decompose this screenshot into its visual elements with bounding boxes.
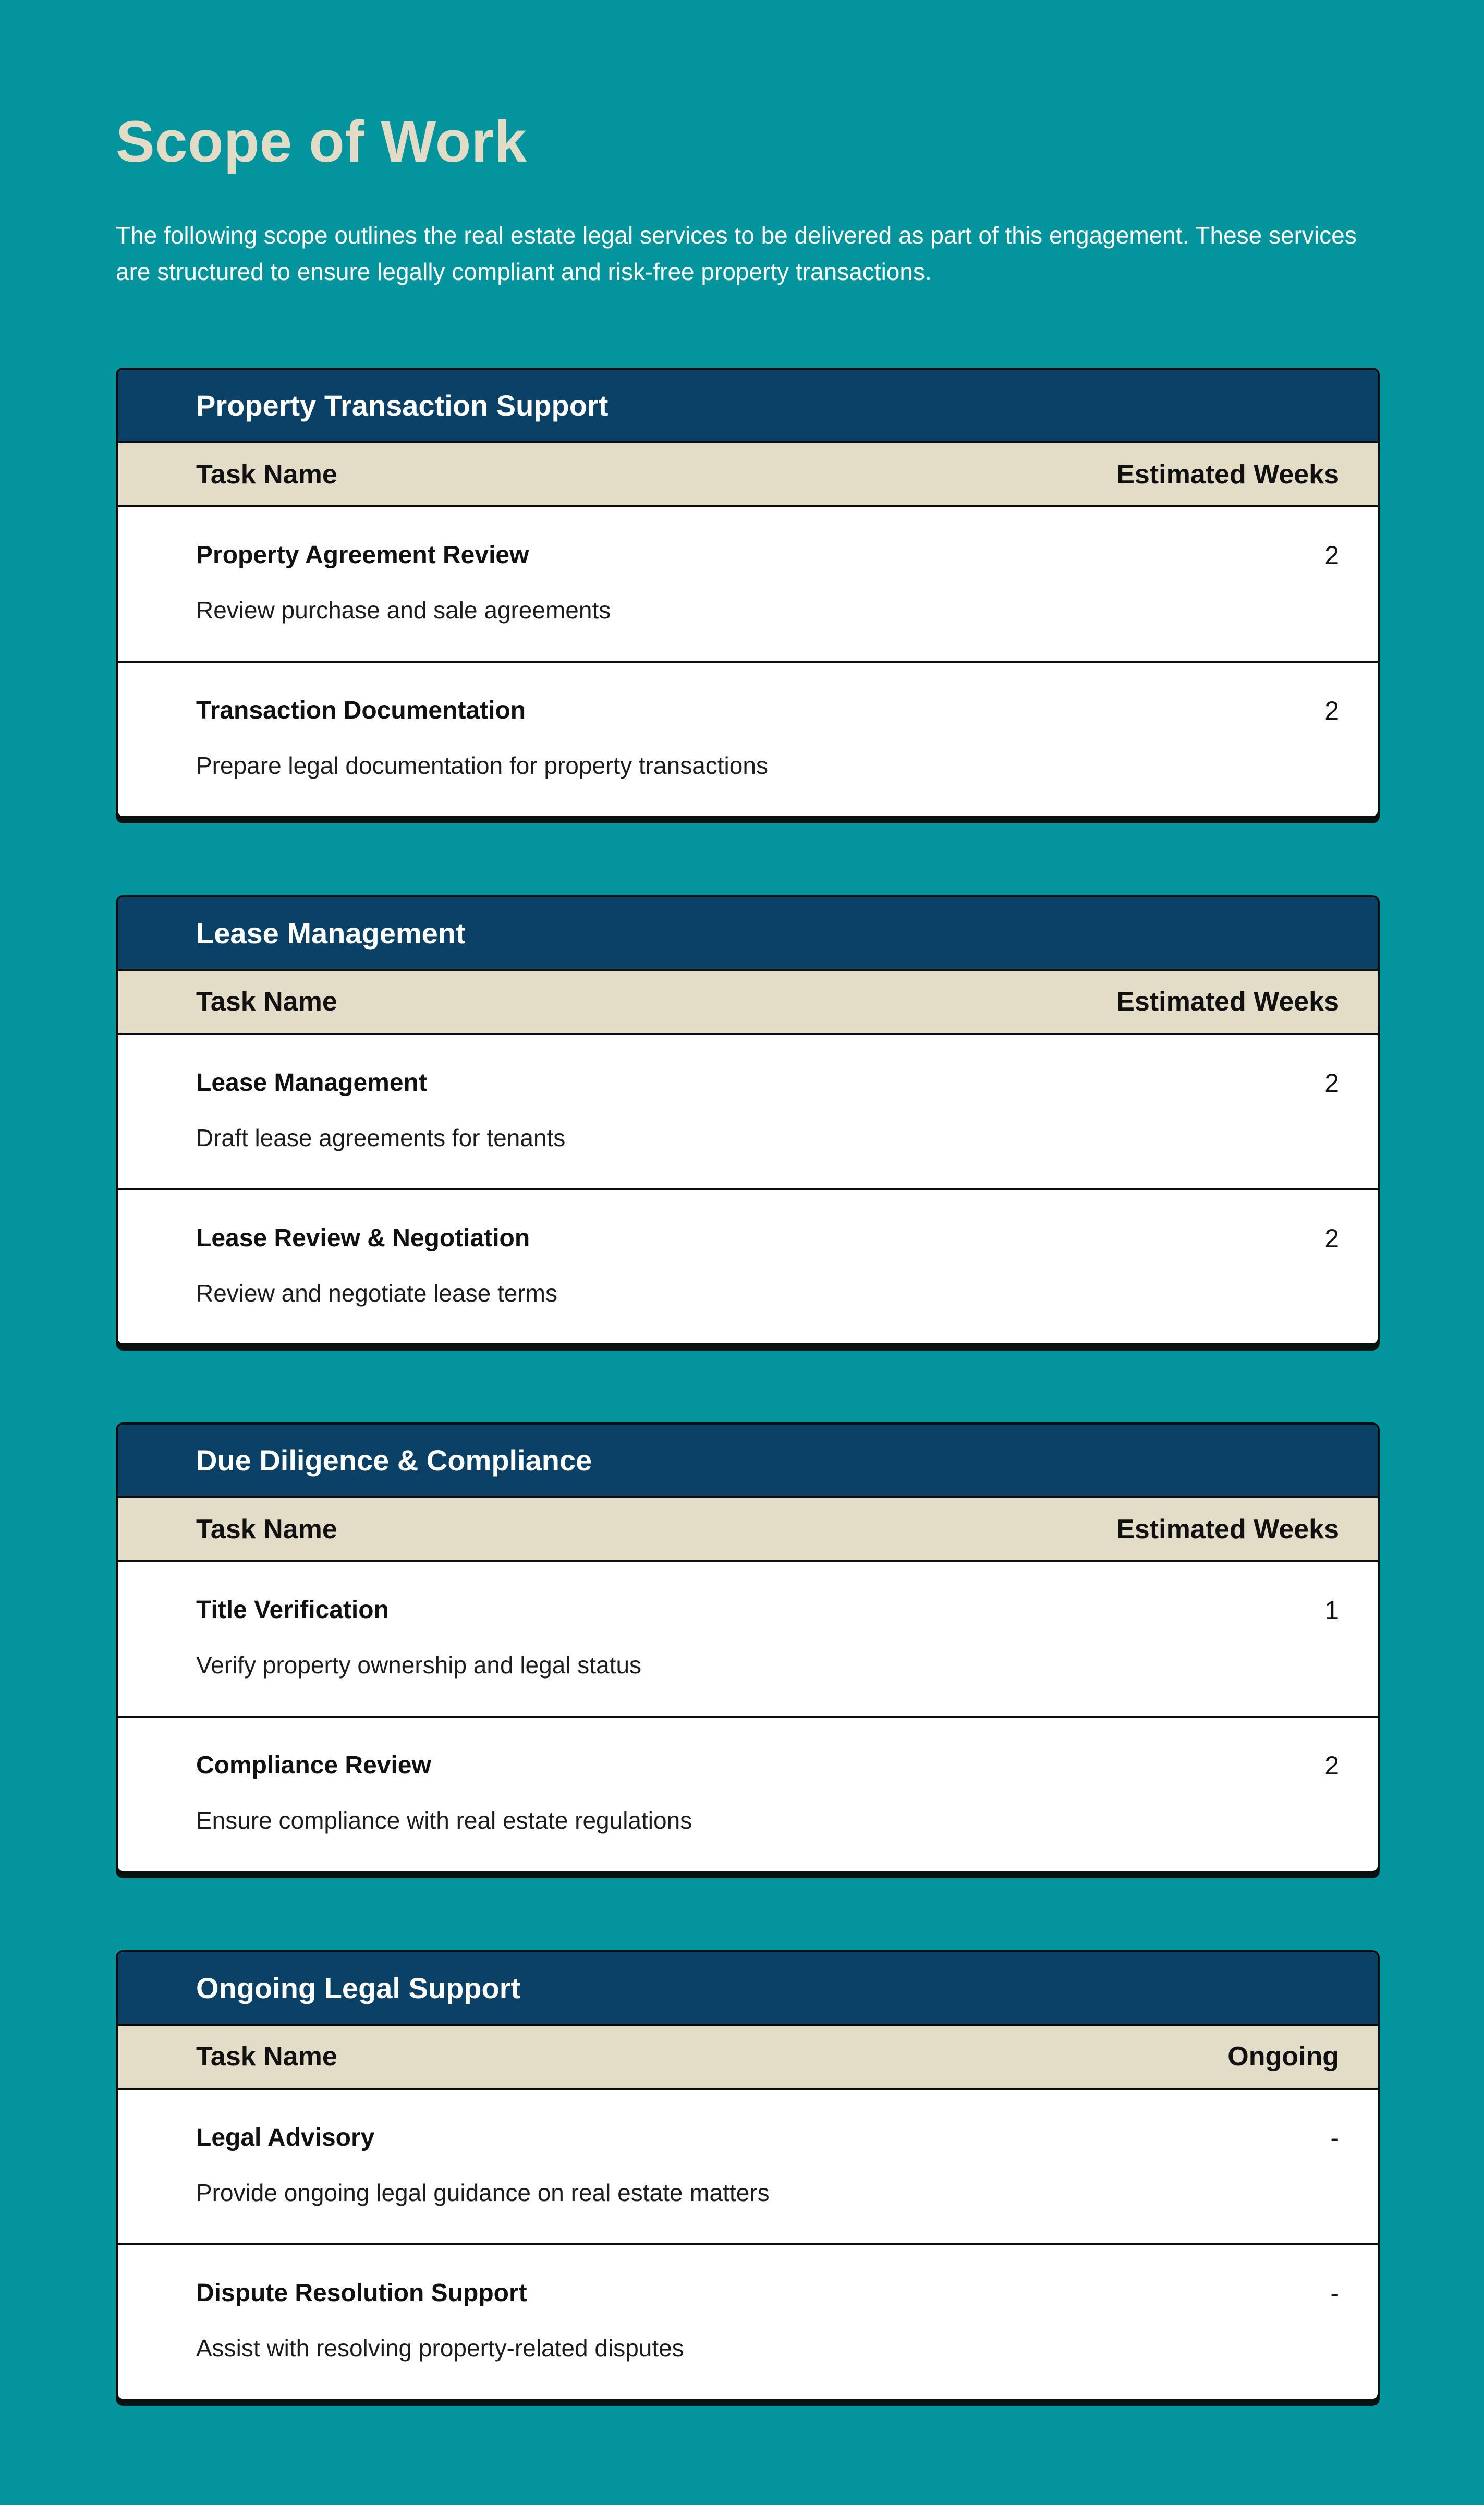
task-estimate-value: 2 xyxy=(1324,1068,1339,1098)
table-row xyxy=(118,1716,1378,1871)
table-ongoing-legal-support xyxy=(116,1950,1380,2401)
column-header-estimated-weeks: Estimated Weeks xyxy=(1116,1514,1339,1545)
table-title: Property Transaction Support xyxy=(118,370,1378,443)
task-name: Lease Management xyxy=(196,1068,427,1097)
task-name: Property Agreement Review xyxy=(196,541,529,569)
task-description: Verify property ownership and legal status xyxy=(196,1651,642,1679)
table-row xyxy=(118,1188,1378,1344)
task-description: Ensure compliance with real estate regulations xyxy=(196,1807,692,1834)
task-estimate-value: - xyxy=(1330,2123,1339,2153)
table-title: Due Diligence & Compliance xyxy=(118,1425,1378,1498)
column-header-ongoing: Ongoing xyxy=(1227,2041,1339,2072)
task-line xyxy=(196,695,1339,726)
task-line xyxy=(196,2122,1339,2154)
table-row xyxy=(118,2090,1378,2243)
task-estimate-value: 2 xyxy=(1324,696,1339,725)
task-line xyxy=(196,1595,1339,1626)
task-line xyxy=(196,540,1339,571)
task-name: Dispute Resolution Support xyxy=(196,2279,527,2307)
table-row xyxy=(118,1562,1378,1716)
column-header-task-name: Task Name xyxy=(196,459,337,490)
column-header-task-name: Task Name xyxy=(196,987,337,1017)
column-header-estimated-weeks: Estimated Weeks xyxy=(1116,459,1339,490)
table-title: Lease Management xyxy=(118,897,1378,971)
task-line xyxy=(196,2278,1339,2309)
task-estimate-value: 1 xyxy=(1324,1596,1339,1625)
task-name: Title Verification xyxy=(196,1596,389,1624)
intro-text: The following scope outlines the real estate legal services to be delivered as part of this engagement. These services are structured to ensure legally compliant and risk-free property transactions. xyxy=(116,222,1357,286)
task-description: Provide ongoing legal guidance on real estate matters xyxy=(196,2179,770,2206)
column-header-row xyxy=(118,443,1378,507)
table-row xyxy=(118,1035,1378,1188)
task-description: Draft lease agreements for tenants xyxy=(196,1124,566,1151)
table-lease-management xyxy=(116,895,1380,1346)
table-row xyxy=(118,661,1378,816)
task-estimate-value: 2 xyxy=(1324,1223,1339,1253)
task-description: Review purchase and sale agreements xyxy=(196,597,611,624)
table-title: Ongoing Legal Support xyxy=(118,1952,1378,2026)
task-estimate-value: - xyxy=(1330,2278,1339,2308)
task-name: Lease Review & Negotiation xyxy=(196,1224,530,1252)
column-header-row xyxy=(118,1498,1378,1562)
task-estimate-value: 2 xyxy=(1324,1751,1339,1781)
column-header-row xyxy=(118,2026,1378,2090)
task-estimate-value: 2 xyxy=(1324,541,1339,570)
table-row xyxy=(118,507,1378,661)
task-line xyxy=(196,1750,1339,1781)
task-description: Assist with resolving property-related disputes xyxy=(196,2334,684,2362)
task-description: Review and negotiate lease terms xyxy=(196,1279,557,1307)
task-name: Compliance Review xyxy=(196,1752,431,1780)
table-due-diligence-compliance xyxy=(116,1422,1380,1873)
task-name: Legal Advisory xyxy=(196,2123,375,2151)
table-property-transaction-support xyxy=(116,368,1380,818)
task-line xyxy=(196,1067,1339,1099)
column-header-task-name: Task Name xyxy=(196,2041,337,2072)
column-header-task-name: Task Name xyxy=(196,1514,337,1545)
task-line xyxy=(196,1223,1339,1254)
table-row xyxy=(118,2243,1378,2399)
task-description: Prepare legal documentation for property transactions xyxy=(196,752,768,779)
column-header-estimated-weeks: Estimated Weeks xyxy=(1116,987,1339,1017)
column-header-row xyxy=(118,971,1378,1035)
page-title: Scope of Work xyxy=(116,109,527,174)
task-name: Transaction Documentation xyxy=(196,697,526,724)
